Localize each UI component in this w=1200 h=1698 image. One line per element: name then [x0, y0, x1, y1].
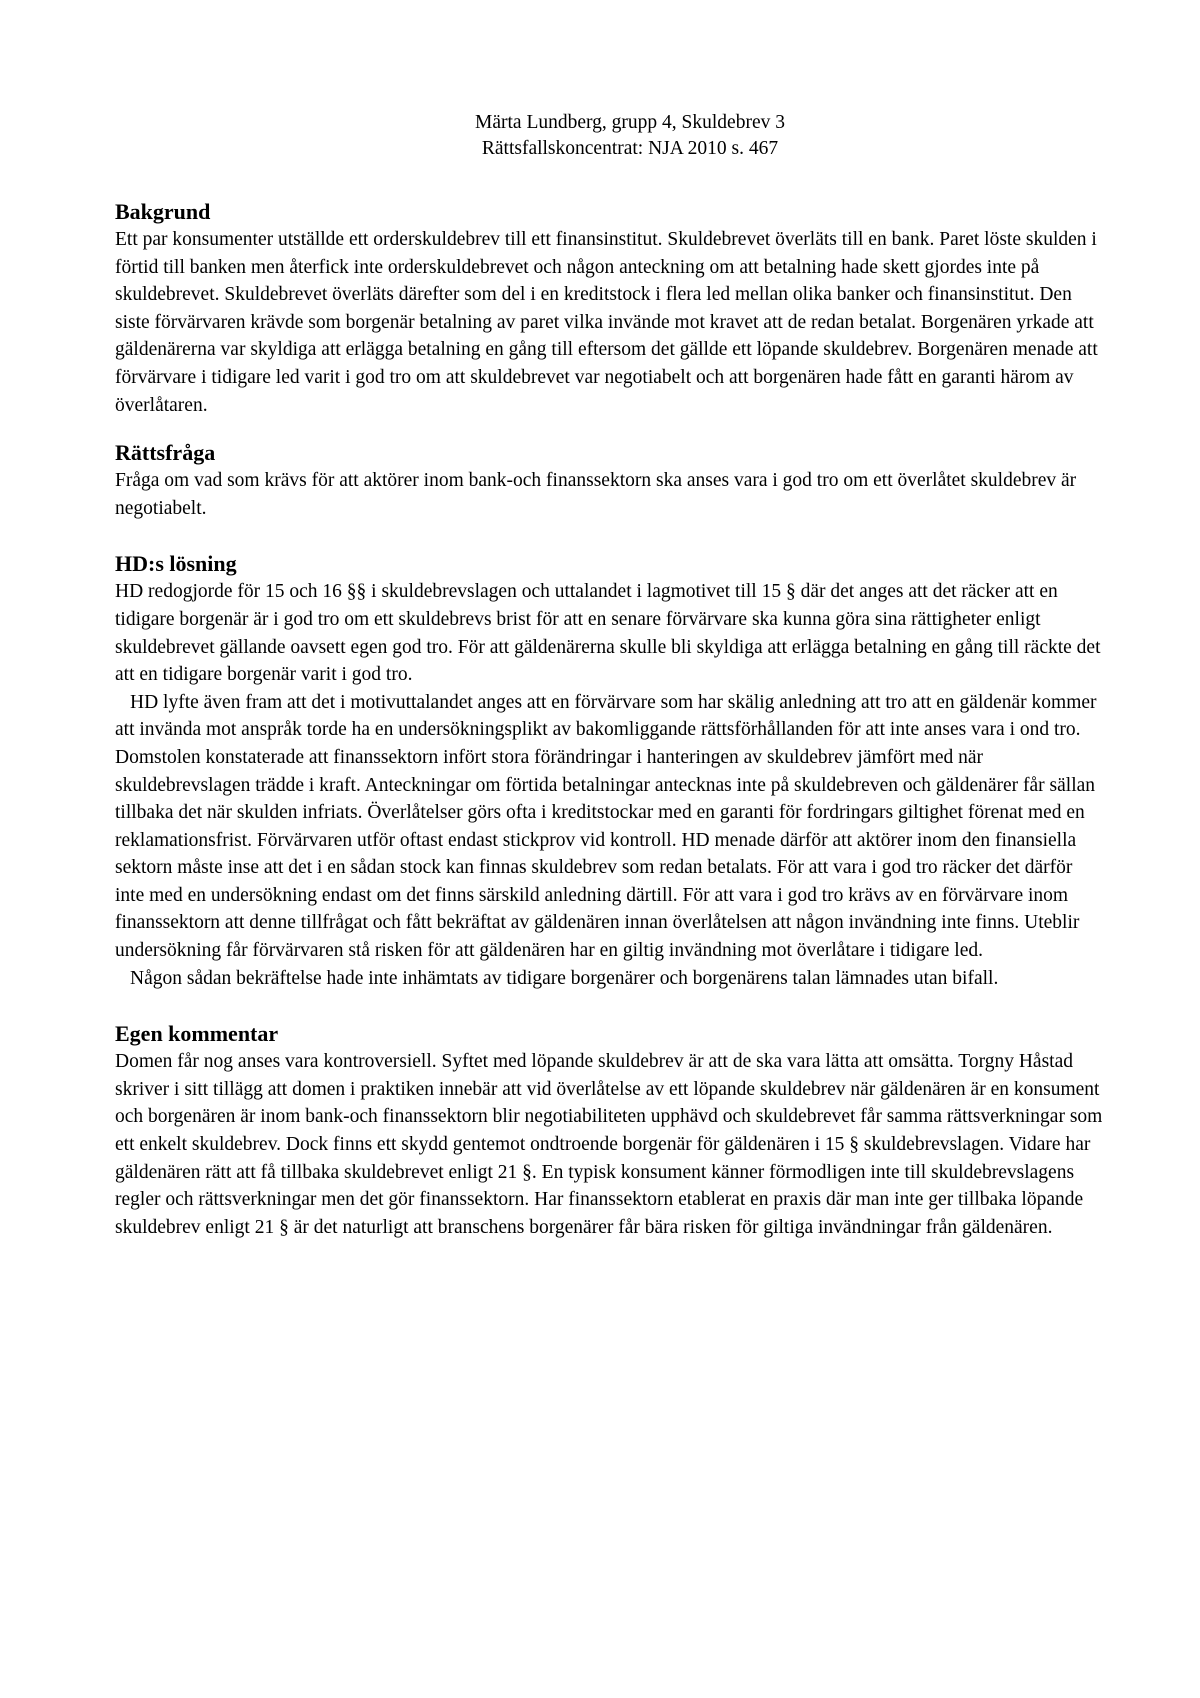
section-heading: Egen kommentar — [115, 1021, 279, 1047]
document-header — [155, 110, 1105, 162]
paragraph: Någon sådan bekräftelse hade inte inhämtats av tidigare borgenärer och borgenärens talan lämnades utan bifall. — [130, 967, 999, 989]
author-line: Märta Lundberg, grupp 4, Skuldebrev 3 — [475, 112, 785, 133]
section-heading: Bakgrund — [115, 199, 211, 224]
paragraph: Domen får nog anses vara kontroversiell. Syftet med löpande skuldebrev är att de ska vara lätta att omsätta. Torgny Håstad skriver i sitt tillägg att domen i praktiken innebär att vid överlåtelse av ett löpande skuldebrev när gäldenären är en konsument och borgenären är inom bank-och finanssektorn blir negotiabiliteten upphävd och skuldebrevet får samma rättsverkningar som ett enkelt skuldebrev. Dock finns ett skydd gentemot ondtroende borgenär för gäldenären i 15 § skuldebrevslagen. Vidare har gäldenären rätt att få tillbaka skuldebrevet enligt 21 §. En typisk konsument känner förmodligen inte till skuldebrevslagens regler och rättsverkningar men det gör finanssektorn. Har finanssektorn etablerat en praxis där man inte ger tillbaka löpande skuldebrev enligt 21 § är det naturligt att branschens borgenärer får bära risken för giltiga invändningar från gäldenären. — [115, 1051, 1103, 1238]
section-egen-kommentar — [115, 1020, 1105, 1241]
case-reference-line: Rättsfallskoncentrat: NJA 2010 s. 467 — [481, 138, 779, 159]
paragraph: HD lyfte även fram att det i motivuttalandet anges att en förvärvare som har skälig anledning att tro att en gäldenär kommer att invända mot anspråk torde ha en undersökningsplikt av bakomliggande rättsförhållanden för att inte anses vara i ond tro. Domstolen konstaterade att finanssektorn infört stora förändringar i hanteringen av skuldebrev jämfört med när skuldebrevslagen trädde i kraft. Anteckningar om förtida betalningar antecknas inte på skuldebreven och gäldenärer får sällan tillbaka det när skulden infriats. Överlåtelser görs ofta i kreditstockar med en garanti för fordringars giltighet förenat med en reklamationsfrist. Förvärvaren utför oftast endast stickprov vid kontroll. HD menade därför att aktörer inom den finansiella sektorn måste inse att det i en sådan stock kan finnas skuldebrev som redan betalats. För att vara i god tro räcker det därför inte med en undersökning endast om det finns särskild anledning därtill. För att vara i god tro krävs av en förvärvare inom finanssektorn att denne tillfrågat och fått bekräftat av gäldenären innan överlåtelsen att någon invändning inte finns. Uteblir undersökning får förvärvaren stå risken för att gäldenären har en giltig invändning mot överlåtare i tidigare led. — [115, 691, 1097, 962]
paragraph: HD redogjorde för 15 och 16 §§ i skuldebrevslagen och uttalandet i lagmotivet till 15 § där det anges att det räcker att en tidigare borgenär är i god tro om ett skuldebrevs brist för att en senare förvärvare ska kunna göra sina rättigheter enligt skuldebrevet gällande oavsett egen god tro. För att gäldenärerna skulle bli skyldiga att erlägga betalning en gång till räckte det att en tidigare borgenär varit i god tro. — [115, 581, 1101, 686]
paragraph: Ett par konsumenter utställde ett orderskuldebrev till ett finansinstitut. Skuldebrevet överläts till en bank. Paret löste skulden i förtid till banken men återfick inte orderskuldebrevet och någon anteckning om att betalning hade skett gjordes inte på skuldebrevet. Skuldebrevet överläts därefter som del i en kreditstock i flera led mellan olika banker och finansinstitut. Den siste förvärvaren krävde som borgenär betalning av paret vilka invände mot kravet att de redan betalat. Borgenären yrkade att gäldenärerna var skyldiga att erlägga betalning en gång till eftersom det gällde ett löpande skuldebrev. Borgenären menade att förvärvare i tidigare led varit i god tro om att skuldebrevet var negotiabelt och att borgenären hade fått en garanti härom av överlåtaren. — [115, 229, 1098, 416]
section-heading: Rättsfråga — [115, 440, 216, 466]
document-page — [115, 110, 1105, 1241]
section-heading: HD:s lösning — [115, 551, 237, 577]
section-bakgrund — [115, 198, 1105, 419]
section-hd-losning — [115, 550, 1105, 992]
paragraph: Fråga om vad som krävs för att aktörer inom bank-och finanssektorn ska anses vara i god tro om ett överlåtet skuldebrev är negotiabelt. — [115, 470, 1077, 519]
section-rattsfraga — [115, 439, 1105, 522]
